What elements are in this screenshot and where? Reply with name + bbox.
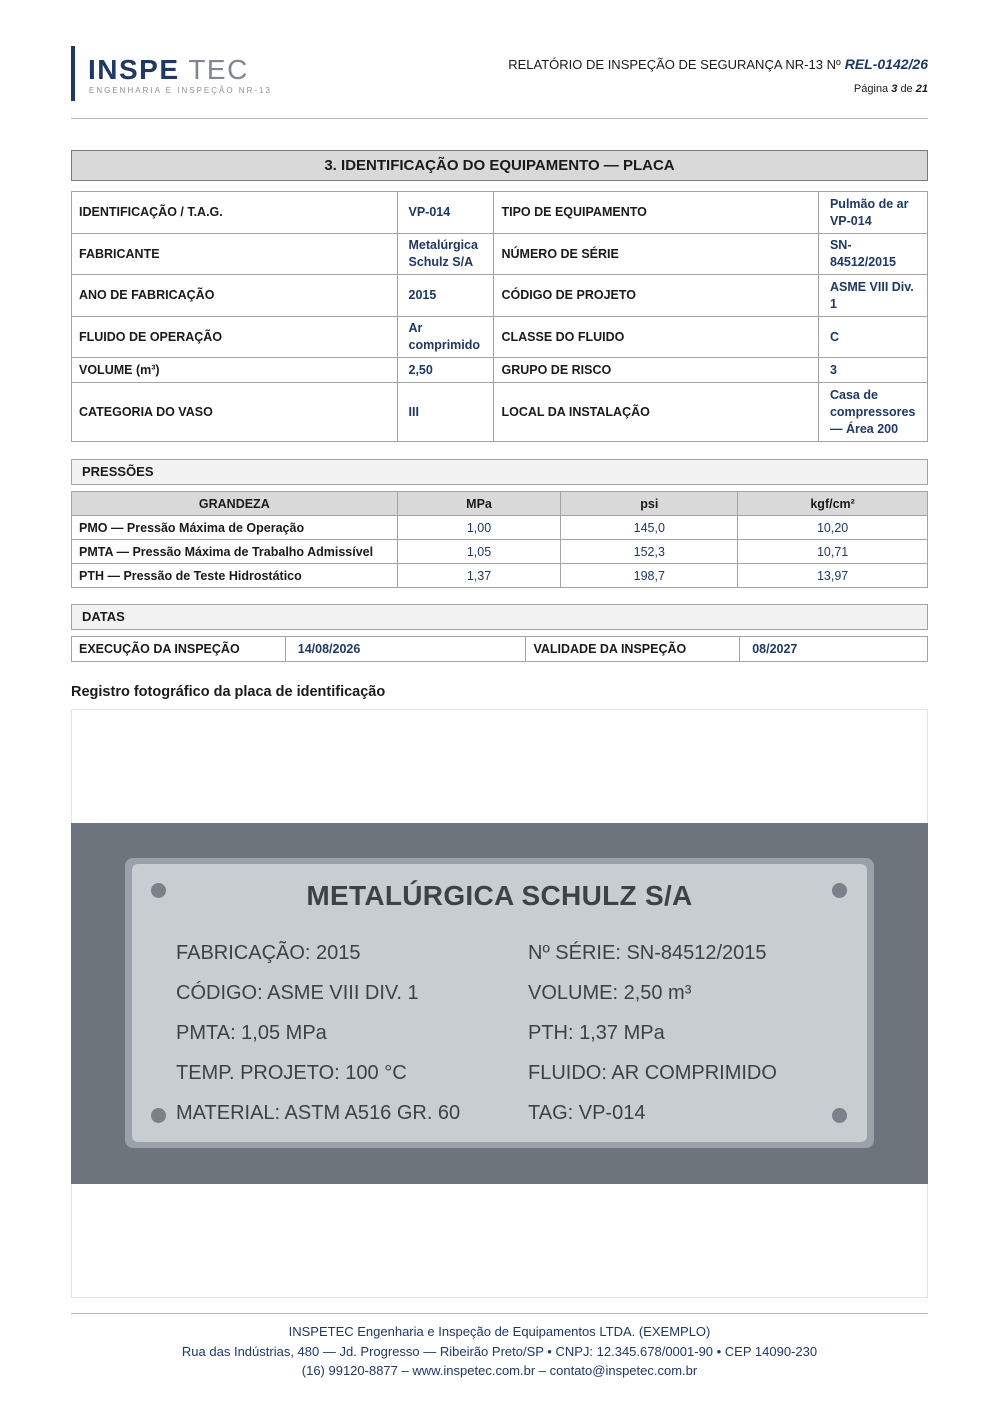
logo-main-text: INSPE xyxy=(88,54,180,85)
plate-field: TAG: VP-014 xyxy=(528,1102,646,1124)
field-label: ANO DE FABRICAÇÃO xyxy=(72,275,398,317)
field-value: 2,50 xyxy=(397,358,494,383)
logo-accent-bar xyxy=(71,46,75,101)
table-row xyxy=(72,234,928,275)
photo-caption: Registro fotográfico da placa de identificação xyxy=(71,684,386,700)
table-row xyxy=(72,383,928,442)
field-label: CÓDIGO DE PROJETO xyxy=(494,275,818,317)
table-row xyxy=(72,516,928,540)
section-title: 3. IDENTIFICAÇÃO DO EQUIPAMENTO — PLACA xyxy=(71,150,928,181)
footer-address: Rua das Indústrias, 480 — Jd. Progresso — Ribeirão Preto/SP • CNPJ: 12.345.678/0001-90 • CEP 14090-230 xyxy=(181,1344,818,1359)
pressure-kgf: 13,97 xyxy=(738,564,928,588)
header-divider xyxy=(71,118,928,119)
pressure-psi: 152,3 xyxy=(561,540,738,564)
field-label: FLUIDO DE OPERAÇÃO xyxy=(72,317,398,358)
field-value: Casa de compressores — Área 200 xyxy=(818,383,927,442)
field-label: TIPO DE EQUIPAMENTO xyxy=(494,192,818,234)
page-total: 21 xyxy=(915,83,928,95)
page-counter xyxy=(854,83,928,95)
rivet-icon xyxy=(151,1108,166,1123)
table-row xyxy=(72,275,928,317)
plate-field: VOLUME: 2,50 m³ xyxy=(528,982,692,1004)
field-label: GRUPO DE RISCO xyxy=(494,358,818,383)
logo-light-text: TEC xyxy=(188,54,249,85)
logo-subtitle: ENGENHARIA E INSPEÇÃO NR-13 xyxy=(89,86,272,95)
plate-field: TEMP. PROJETO: 100 °C xyxy=(176,1062,407,1084)
footer-contact: (16) 99120-8877 – www.inspetec.com.br – contato@inspetec.com.br xyxy=(301,1363,698,1378)
dates-heading: DATAS xyxy=(71,604,928,630)
pressure-label: PTH — Pressão de Teste Hidrostático xyxy=(72,564,398,588)
company-logo xyxy=(88,54,249,86)
pressure-mpa: 1,00 xyxy=(397,516,561,540)
field-label: IDENTIFICAÇÃO / T.A.G. xyxy=(72,192,398,234)
plate-field: MATERIAL: ASTM A516 GR. 60 xyxy=(176,1102,461,1124)
field-label: CATEGORIA DO VASO xyxy=(72,383,398,442)
report-title xyxy=(508,56,928,72)
field-value: 2015 xyxy=(397,275,494,317)
column-header: psi xyxy=(561,492,738,516)
field-value: Pulmão de ar VP-014 xyxy=(818,192,927,234)
field-label: VOLUME (m³) xyxy=(72,358,398,383)
plate-manufacturer: METALÚRGICA SCHULZ S/A xyxy=(306,880,693,911)
report-number: REL-0142/26 xyxy=(844,56,928,72)
validity-label: VALIDADE DA INSPEÇÃO xyxy=(526,637,740,662)
plate-field: FABRICAÇÃO: 2015 xyxy=(176,942,361,964)
table-row xyxy=(72,540,928,564)
pressure-label: PMO — Pressão Máxima de Operação xyxy=(72,516,398,540)
field-label: CLASSE DO FLUIDO xyxy=(494,317,818,358)
pressure-mpa: 1,37 xyxy=(397,564,561,588)
pressure-label: PMTA — Pressão Máxima de Trabalho Admissível xyxy=(72,540,398,564)
plate-field: FLUIDO: AR COMPRIMIDO xyxy=(528,1062,777,1084)
pressure-kgf: 10,71 xyxy=(738,540,928,564)
field-value: Ar comprimido xyxy=(397,317,494,358)
field-value: III xyxy=(397,383,494,442)
pressure-psi: 198,7 xyxy=(561,564,738,588)
field-label: FABRICANTE xyxy=(72,234,398,275)
field-value: VP-014 xyxy=(397,192,494,234)
rivet-icon xyxy=(832,1108,847,1123)
table-row xyxy=(72,192,928,234)
validity-value: 08/2027 xyxy=(740,637,928,662)
table-header-row xyxy=(72,492,928,516)
field-value: C xyxy=(818,317,927,358)
exec-date-value: 14/08/2026 xyxy=(285,637,526,662)
table-row xyxy=(72,317,928,358)
dates-table xyxy=(71,636,928,662)
footer-company: INSPETEC Engenharia e Inspeção de Equipamentos LTDA. (EXEMPLO) xyxy=(288,1324,711,1339)
plate-field: PTH: 1,37 MPa xyxy=(528,1022,665,1044)
exec-date-label: EXECUÇÃO DA INSPEÇÃO xyxy=(72,637,286,662)
footer-divider xyxy=(71,1313,928,1314)
plate-field: Nº SÉRIE: SN-84512/2015 xyxy=(528,942,767,964)
table-row xyxy=(72,564,928,588)
pressure-psi: 145,0 xyxy=(561,516,738,540)
field-value: 3 xyxy=(818,358,927,383)
column-header: GRANDEZA xyxy=(72,492,398,516)
column-header: kgf/cm² xyxy=(738,492,928,516)
plate-field: CÓDIGO: ASME VIII DIV. 1 xyxy=(176,982,419,1004)
page-separator: de xyxy=(900,83,913,95)
page-prefix: Página xyxy=(853,83,889,95)
table-row xyxy=(72,358,928,383)
pressure-mpa: 1,05 xyxy=(397,540,561,564)
field-label: NÚMERO DE SÉRIE xyxy=(494,234,818,275)
identification-table xyxy=(71,191,928,442)
field-label: LOCAL DA INSTALAÇÃO xyxy=(494,383,818,442)
page-current: 3 xyxy=(891,83,898,95)
field-value: Metalúrgica Schulz S/A xyxy=(397,234,494,275)
plate-field: PMTA: 1,05 MPa xyxy=(176,1022,327,1044)
page-header xyxy=(71,46,928,102)
table-row xyxy=(72,637,928,662)
field-value: ASME VIII Div. 1 xyxy=(818,275,927,317)
pressures-table xyxy=(71,491,928,588)
pressures-heading: PRESSÕES xyxy=(71,459,928,485)
field-value: SN-84512/2015 xyxy=(818,234,927,275)
report-label: RELATÓRIO DE INSPEÇÃO DE SEGURANÇA NR-13 Nº xyxy=(508,57,841,72)
column-header: MPa xyxy=(397,492,561,516)
pressure-kgf: 10,20 xyxy=(738,516,928,540)
